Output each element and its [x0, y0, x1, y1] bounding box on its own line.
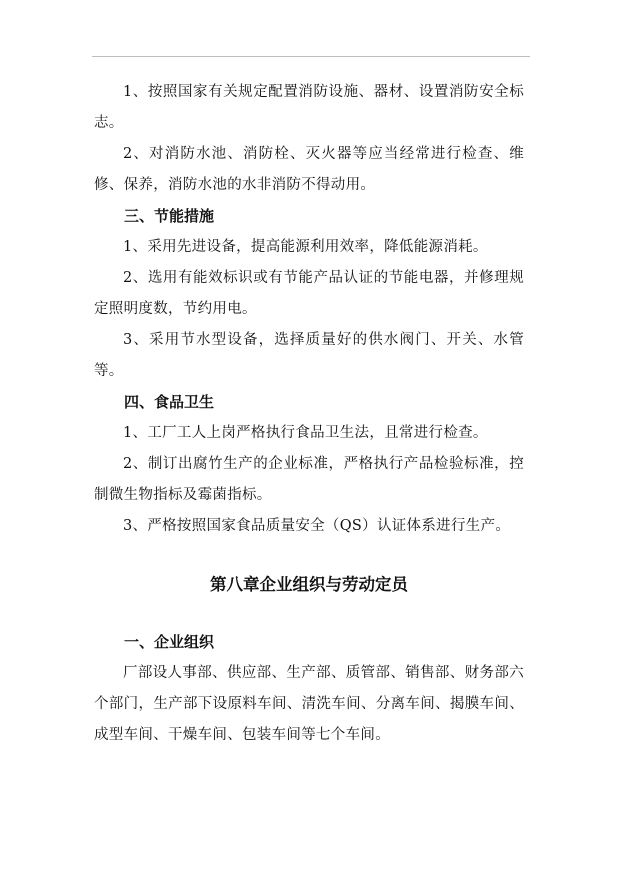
- paragraph: 2、选用有能效标识或有节能产品认证的节能电器，并修理规定照明度数，节约用电。: [94, 270, 524, 317]
- chapter-name: 企业组织与劳动定员: [259, 575, 408, 594]
- chapter-title: [94, 542, 524, 627]
- section-heading: 三、节能措施: [124, 207, 215, 225]
- paragraph: 1、采用先进设备，提高能源利用效率，降低能源消耗。: [123, 239, 488, 255]
- document-body: [94, 77, 524, 751]
- section-heading: 一、企业组织: [124, 633, 215, 651]
- paragraph: 2、制订出腐竹生产的企业标准，严格执行产品检验标准，控制微生物指标及霉菌指标。: [94, 456, 524, 503]
- paragraph: 3、采用节水型设备，选择质量好的供水阀门、开关、水管等。: [94, 332, 524, 379]
- paragraph: 2、对消防水池、消防栓、灭火器等应当经常进行检查、维修、保养，消防水池的水非消防不得动用。: [94, 146, 524, 193]
- paragraph: 厂部设人事部、供应部、生产部、质管部、销售部、财务部六个部门，生产部下设原料车间、清洗车间、分离车间、揭膜车间、成型车间、干燥车间、包装车间等七个车间。: [94, 665, 524, 743]
- section-heading: 四、食品卫生: [124, 393, 215, 411]
- paragraph: 1、工厂工人上岗严格执行食品卫生法，且常进行检查。: [123, 425, 488, 441]
- paragraph: 1、按照国家有关规定配置消防设施、器材、设置消防安全标志。: [94, 84, 524, 131]
- paragraph: 3、严格按照国家食品质量安全（QS）认证体系进行生产。: [123, 518, 511, 534]
- header-rule: [92, 56, 530, 57]
- chapter-number: 第八章: [210, 575, 260, 594]
